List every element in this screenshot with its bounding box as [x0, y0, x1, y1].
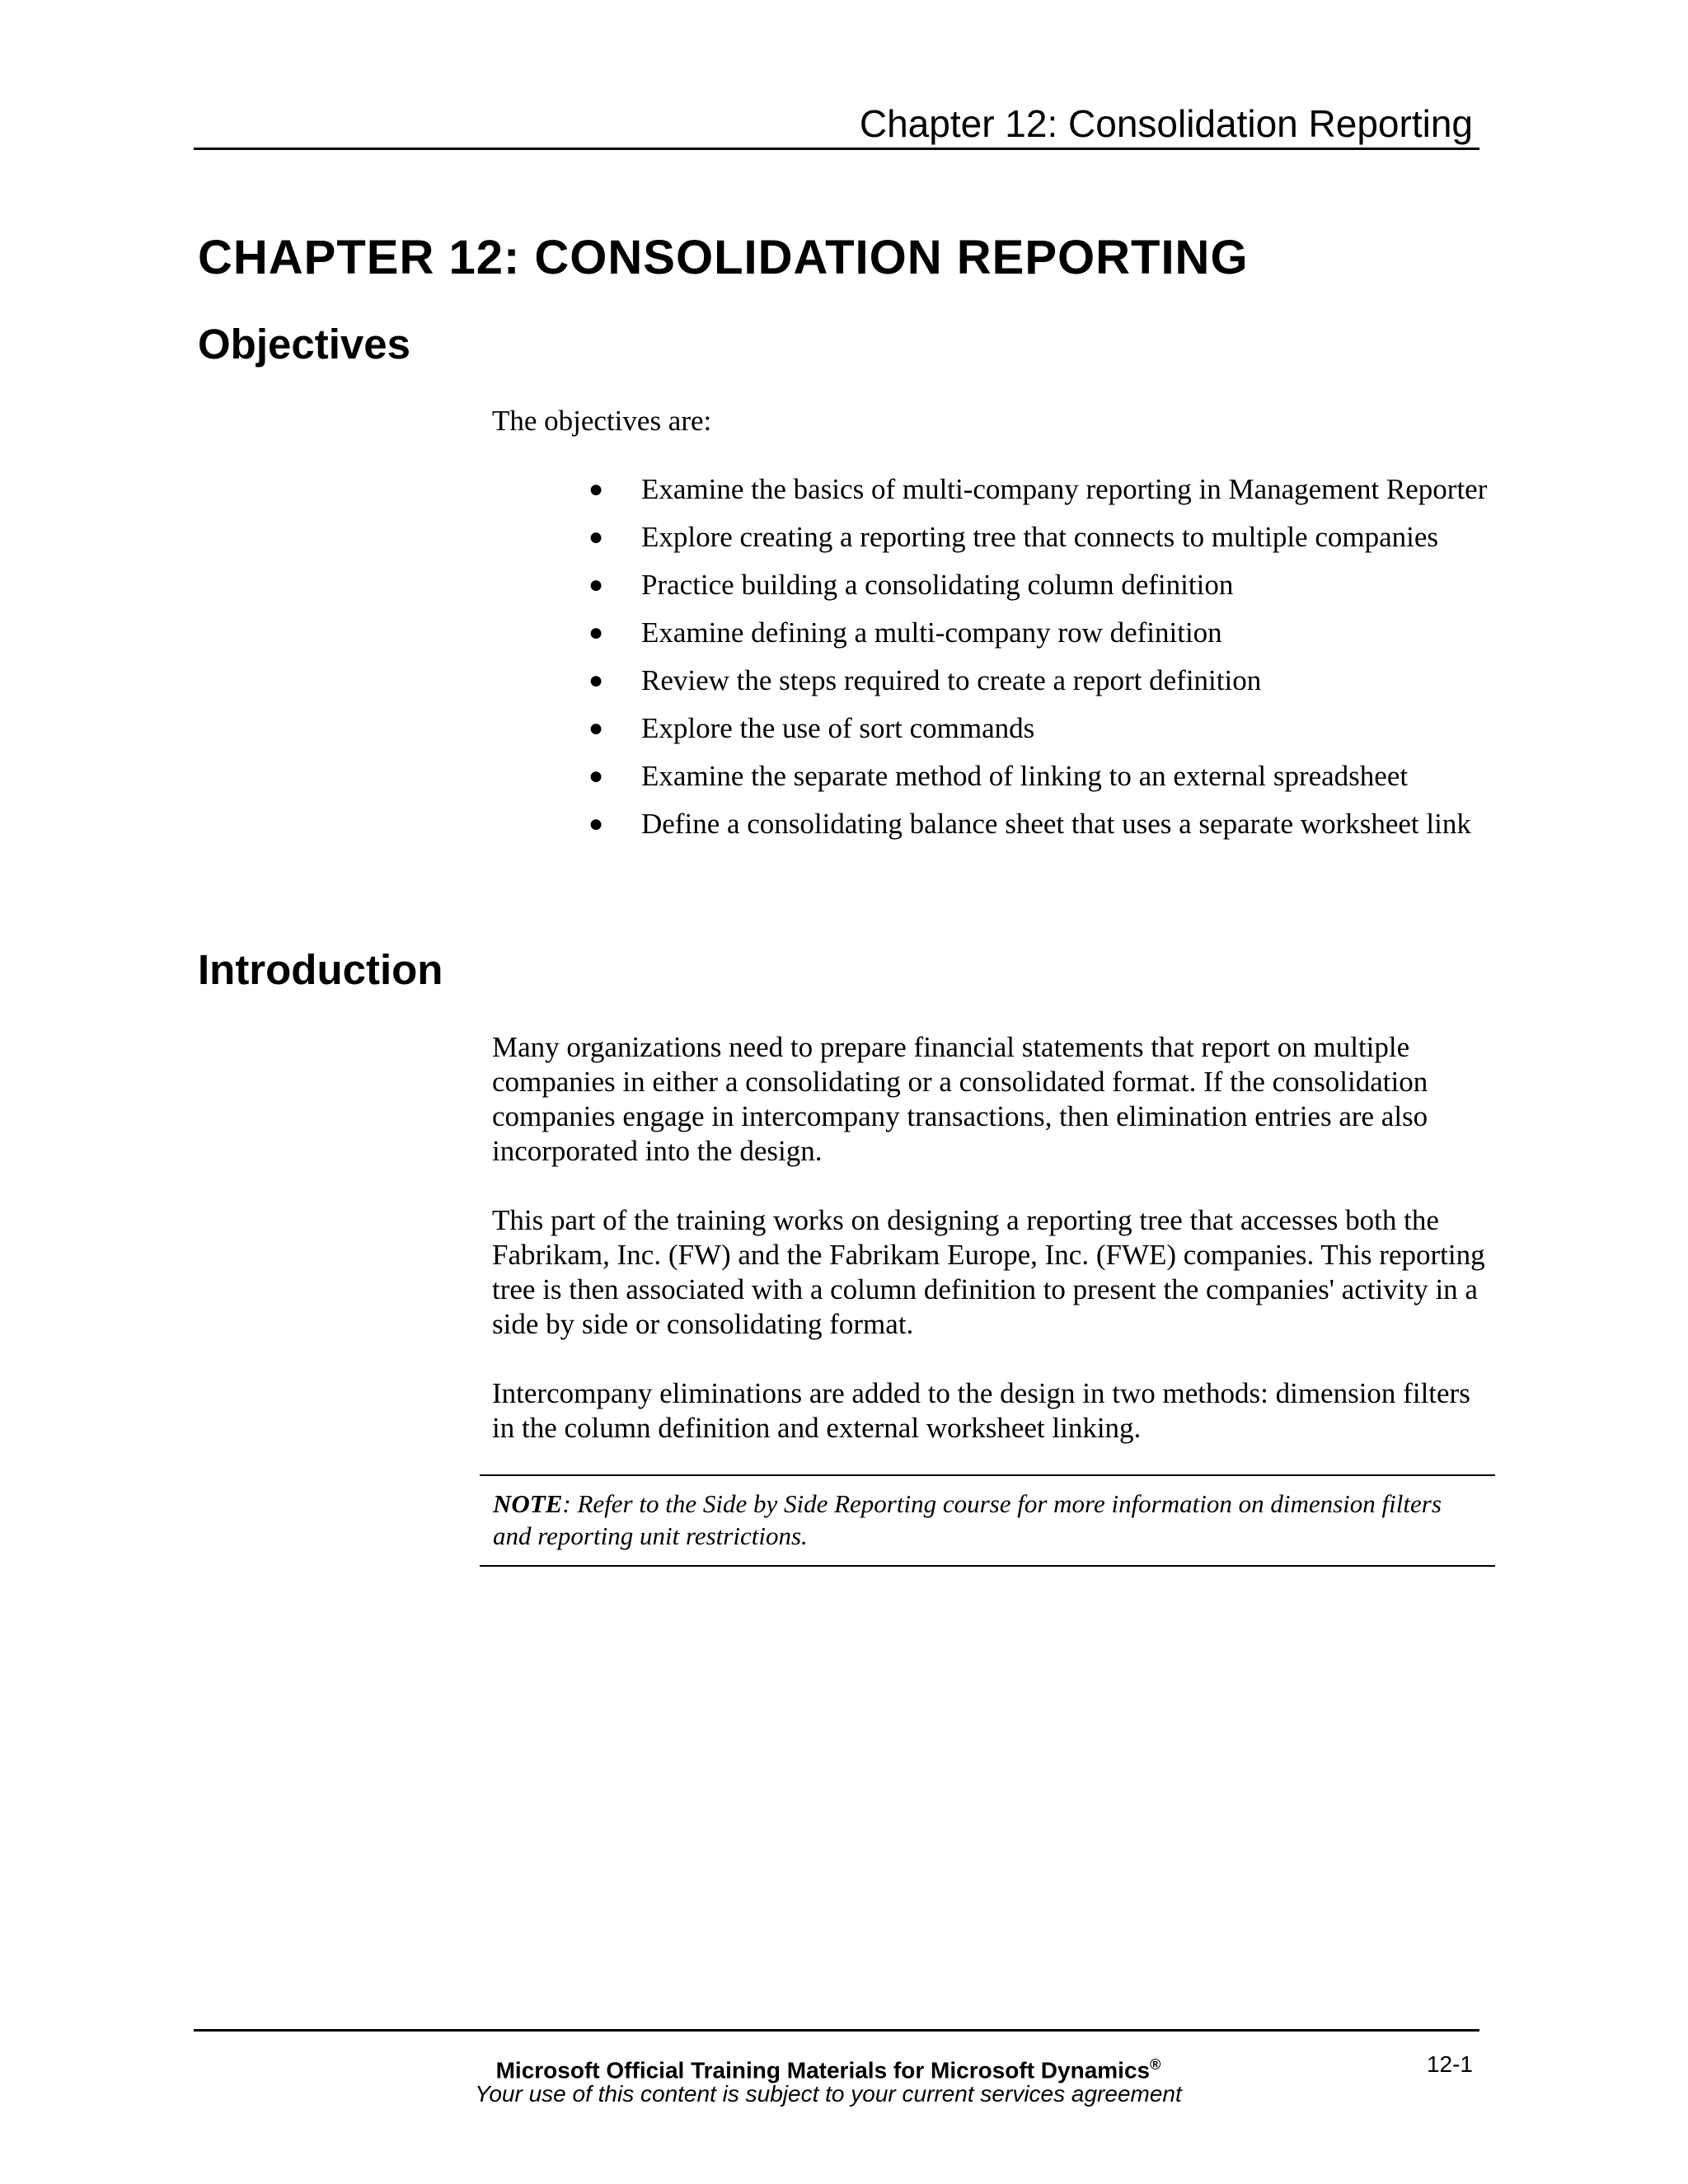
objectives-intro-block [492, 404, 1489, 473]
bullet-icon: ● [588, 762, 604, 790]
objective-text: Examine the separate method of linking to an external spreadsheet [641, 760, 1409, 792]
footer-publisher-text: Microsoft Official Training Materials for Microsoft Dynamics [495, 2057, 1151, 2083]
page-number: 12-1 [1426, 2051, 1473, 2077]
introduction-paragraph: Intercompany eliminations are added to the design in two methods: dimension filters in the column definition and external worksheet linking. [492, 1377, 1470, 1444]
objective-text: Define a consolidating balance sheet that uses a separate worksheet link [641, 808, 1471, 840]
list-item [587, 568, 1502, 602]
list-item [587, 472, 1502, 507]
bullet-icon: ● [588, 810, 604, 837]
running-footer [194, 2029, 1479, 2122]
list-item [587, 711, 1502, 746]
objective-text: Review the steps required to create a report definition [641, 664, 1262, 696]
note-text: : Refer to the Side by Side Reporting course for more information on dimension filters and reporting unit restrictions. [493, 1489, 1442, 1550]
objective-text: Explore creating a reporting tree that connects to multiple companies [641, 521, 1439, 553]
bullet-icon: ● [588, 476, 604, 503]
list-item [587, 520, 1502, 555]
objective-text: Examine defining a multi-company row definition [641, 616, 1222, 649]
bullet-icon: ● [588, 523, 604, 551]
list-item [587, 807, 1502, 841]
chapter-title: CHAPTER 12: CONSOLIDATION REPORTING [198, 231, 1249, 284]
objectives-heading: Objectives [198, 321, 410, 368]
bullet-icon: ● [588, 571, 604, 598]
list-item [587, 759, 1502, 794]
running-header-title: Chapter 12: Consolidation Reporting [859, 102, 1473, 145]
introduction-paragraph: This part of the training works on designing a reporting tree that accesses both the Fabrikam, Inc. (FW) and the Fabrikam Europe, Inc. (FWE) companies. This reporting tree is then associated with a column definition to present the companies' activity in a side by side or consolidating format. [492, 1204, 1485, 1340]
footer-agreement-line: Your use of this content is subject to your current services agreement [475, 2081, 1182, 2107]
registered-trademark-icon: ® [1150, 2056, 1161, 2073]
running-header [194, 97, 1479, 150]
note-box [480, 1474, 1495, 1567]
objective-text: Practice building a consolidating column definition [641, 569, 1234, 601]
introduction-body [492, 1030, 1489, 1480]
objectives-list [587, 472, 1502, 855]
introduction-paragraph: Many organizations need to prepare financial statements that report on multiple companies in either a consolidating or a consolidated format. If the consolidation companies engage in intercompany transactions, then elimination entries are also incorporated into the design. [492, 1031, 1428, 1167]
list-item [587, 616, 1502, 650]
objective-text: Examine the basics of multi-company reporting in Management Reporter [641, 473, 1488, 505]
bullet-icon: ● [588, 715, 604, 742]
introduction-heading: Introduction [198, 946, 443, 993]
note-label: NOTE [493, 1489, 563, 1518]
list-item [587, 663, 1502, 698]
objective-text: Explore the use of sort commands [641, 712, 1035, 744]
bullet-icon: ● [588, 619, 604, 646]
objectives-intro: The objectives are: [492, 405, 712, 437]
bullet-icon: ● [588, 667, 604, 694]
